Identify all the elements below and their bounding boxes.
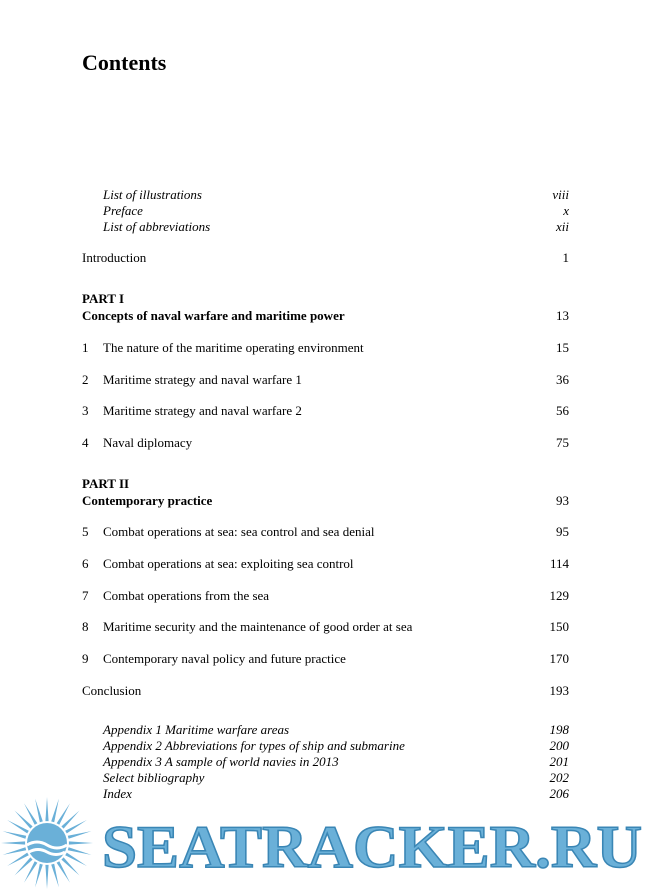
chapter-title: Maritime security and the maintenance of good order at sea: [103, 619, 413, 634]
toc-chapter[interactable]: [82, 372, 569, 388]
chapter-number: 9: [82, 651, 89, 666]
toc-entry-page: 95: [556, 524, 569, 539]
chapter-number: 3: [82, 403, 89, 418]
toc-entry-page: 36: [556, 372, 569, 387]
toc-entry-title: Select bibliography: [103, 770, 205, 785]
toc-entry-list-of-illustrations[interactable]: [103, 187, 569, 203]
toc-entry-page: 13: [556, 308, 569, 323]
chapter-title: Combat operations at sea: exploiting sea control: [103, 556, 354, 571]
toc-entry-page: 75: [556, 435, 569, 450]
toc-entry-title: Preface: [103, 203, 143, 218]
toc-entry-page: 129: [549, 588, 569, 603]
sun-logo-icon: [1, 797, 93, 889]
chapter-number: 5: [82, 524, 89, 539]
page-title: Contents: [82, 50, 167, 75]
toc-entry-appendix-1[interactable]: [103, 722, 569, 738]
toc-entry-page: 56: [556, 403, 569, 418]
toc-chapter[interactable]: [82, 340, 569, 356]
toc-chapter[interactable]: [82, 619, 569, 635]
toc-entry-appendix-3[interactable]: [103, 754, 569, 770]
toc-entry-page: 15: [556, 340, 569, 355]
part-title: Concepts of naval warfare and maritime power: [82, 308, 345, 323]
toc-entry-title: Index: [103, 786, 132, 801]
part-heading[interactable]: [82, 308, 569, 324]
toc-entry-introduction[interactable]: [82, 250, 569, 266]
chapter-number: 6: [82, 556, 89, 571]
toc-entry-page: 1: [562, 250, 569, 265]
chapter-title: Naval diplomacy: [103, 435, 193, 450]
chapter-number: 4: [82, 435, 89, 450]
toc-chapter[interactable]: [82, 556, 569, 572]
toc-chapter[interactable]: [82, 588, 569, 604]
toc-entry-conclusion[interactable]: [82, 683, 569, 699]
toc-entry-list-of-abbreviations[interactable]: [103, 219, 569, 235]
toc-entry-page: 202: [549, 770, 569, 785]
toc-entry-page: 170: [549, 651, 569, 666]
part-heading[interactable]: [82, 493, 569, 509]
toc-entry-appendix-2[interactable]: [103, 738, 569, 754]
chapter-title: Maritime strategy and naval warfare 2: [103, 403, 302, 418]
part-label: PART II: [82, 476, 130, 491]
sun-ray: [68, 831, 92, 839]
toc-entry-page: viii: [552, 187, 569, 202]
sun-ray: [51, 799, 59, 823]
part-label: PART I: [82, 291, 125, 306]
toc-entry-title: List of illustrations: [103, 187, 202, 202]
sun-ray: [45, 865, 48, 889]
toc-entry-title: Appendix 3 A sample of world navies in 2013: [103, 754, 339, 769]
toc-entry-title: Conclusion: [82, 683, 142, 698]
toc-entry-page: 206: [549, 786, 569, 801]
toc-entry-page: 200: [549, 738, 569, 753]
toc-chapter[interactable]: [82, 435, 569, 451]
chapter-title: Combat operations from the sea: [103, 588, 270, 603]
toc-entry-page: 114: [549, 556, 569, 571]
chapter-number: 7: [82, 588, 89, 603]
toc-entry-select-bibliography[interactable]: [103, 770, 569, 786]
watermark-text: SEATRACKER.RU: [102, 814, 642, 880]
toc-entry-preface[interactable]: [103, 203, 569, 219]
toc-entry-page: x: [563, 203, 569, 218]
toc-entry-title: Appendix 1 Maritime warfare areas: [103, 722, 290, 737]
part-title: Contemporary practice: [82, 493, 213, 508]
chapter-title: Combat operations at sea: sea control and sea denial: [103, 524, 375, 539]
toc-chapter[interactable]: [82, 403, 569, 419]
toc-entry-title: Introduction: [82, 250, 147, 265]
toc-chapter[interactable]: [82, 651, 569, 667]
toc-chapter[interactable]: [82, 524, 569, 540]
toc-entry-page: 198: [549, 722, 569, 737]
sun-ray: [51, 864, 59, 888]
chapter-title: The nature of the maritime operating environment: [103, 340, 364, 355]
sun-ray: [69, 841, 93, 844]
watermark: [0, 795, 652, 892]
sun-ray: [1, 841, 25, 844]
sun-ray: [3, 847, 27, 855]
chapter-title: Maritime strategy and naval warfare 1: [103, 372, 302, 387]
sun-ray: [35, 799, 43, 823]
toc-entry-title: List of abbreviations: [103, 219, 211, 234]
toc-entry-page: 150: [549, 619, 569, 634]
chapter-number: 8: [82, 619, 89, 634]
toc-entry-page: 193: [549, 683, 569, 698]
sun-ray: [35, 864, 43, 888]
chapter-title: Contemporary naval policy and future practice: [103, 651, 346, 666]
toc-entry-page: xii: [556, 219, 569, 234]
toc-entry-title: Appendix 2 Abbreviations for types of ship and submarine: [103, 738, 405, 753]
sun-ray: [68, 847, 92, 855]
sun-ray: [3, 831, 27, 839]
toc-entry-page: 201: [549, 754, 569, 769]
sun-ray: [45, 797, 48, 821]
chapter-number: 1: [82, 340, 89, 355]
chapter-number: 2: [82, 372, 89, 387]
toc-entry-page: 93: [556, 493, 569, 508]
